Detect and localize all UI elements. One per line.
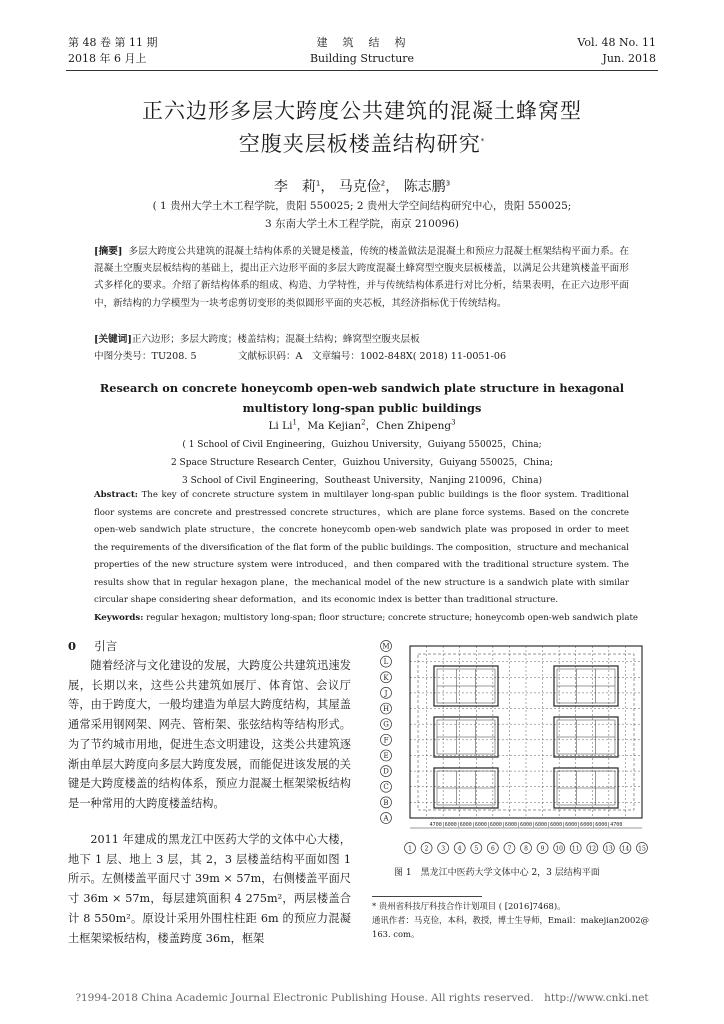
dimension-text: 4700|6000|6000|6000|6000|6000|6000|6000|6000|6000|6000|6000|4700 — [429, 822, 623, 828]
row-axis-label: L — [383, 658, 389, 667]
footnote-funding: * 贵州省科技厅科技合作计划项目 ( [2016]7468)。 — [372, 901, 566, 911]
col-axis-label: 5 — [474, 845, 479, 853]
affiliation-cn-line2: 3 东南大学土木工程学院，南京 210096) — [264, 218, 460, 230]
col-axis-label: 10 — [555, 845, 563, 853]
abstract-cn: [摘要] 多层大跨度公共建筑的混凝土结构体系的关键是楼盖，传统的楼盖做法是混凝土和预应力混凝土框架结构平面力系。在混凝土空腹夹层板结构的基础上，提出正六边形平面的多层大跨度混凝土蜂窝型空腹夹层板楼盖，以满足公共建筑楼盖平面形式多样化的要求。介绍了新结构体系的组成、构造、力学特性，并与传统结构体系进行对比分析，结果表明，在正六边形平面中，新结构的力学模型为一块考虑剪切变形的类似圆形平面的夹芯板，其经济指标优于传统结构。 — [94, 246, 629, 309]
col-axis-label: 1 — [408, 845, 412, 853]
row-axis-label: D — [383, 767, 389, 776]
header-rule — [66, 70, 658, 71]
paper-title-line1: 正六边形多层大跨度公共建筑的混凝土蜂窝型 — [142, 99, 582, 123]
col-axis-label: 12 — [588, 845, 597, 853]
col-axis-label: 8 — [524, 845, 528, 853]
journal-volume-en: Vol. 48 No. 11 — [577, 36, 656, 49]
col-axis-label: 6 — [490, 845, 495, 853]
col-axis-label: 3 — [441, 845, 446, 853]
journal-name-en: Building Structure — [309, 52, 415, 65]
row-axis-label: F — [383, 736, 389, 745]
row-axis-label: M — [382, 642, 390, 651]
footnote-corresponding-author: 通讯作者：马克俭，本科，教授，博士生导师，Email：makejian2002@ — [372, 915, 649, 925]
row-axis-label: A — [383, 814, 389, 823]
affiliation-en-line3: 3 School of Civil Engineering，Southeast University，Nanjing 210096，China) — [182, 476, 542, 486]
authors-cn: 李 莉$^1$， 马克俭$^2$， 陈志鹏$^3$ — [273, 179, 451, 195]
affiliation-cn-line1: ( 1 贵州大学土木工程学院，贵阳 550025; 2 贵州大学空间结构研究中心，贵阳 550025; — [152, 200, 572, 212]
paper-title-en-line2: multistory long-span public buildings — [242, 401, 482, 415]
footnote-email-tail: 163. com。 — [372, 929, 420, 939]
document-code: 文献标识码：A — [238, 351, 303, 362]
affiliation-en-line1: ( 1 School of Civil Engineering，Guizhou University，Guiyang 550025，China; — [182, 440, 542, 450]
abstract-en: Abstract: The key of concrete structure system in multilayer long-span public buildings is the floor system. Traditional floor systems are concrete and prestressed concrete structures，which are plane force systems. Based on the concrete open-web sandwich plate structure，the concrete honeycomb open-web sandwich plate was proposed in order to meet the requirements of the diversification of the flat form of the public buildings. The composition，structure and mechanical properties of the new structure system were introduced，and then compared with the traditional structure system. The results show that in regular hexagon plane，the mechanical model of the new structure is a sandwich plate with similar circular shape considering shear deformation，and its economic index is better than traditional structure. — [94, 490, 629, 605]
journal-volume: 第 48 卷 第 11 期 — [68, 36, 158, 49]
row-axis-label: J — [384, 689, 388, 698]
structural-plan-figure — [372, 636, 662, 864]
paper-title-en-line1: Research on concrete honeycomb open-web sandwich plate structure in hexagonal — [99, 381, 625, 395]
journal-date-en: Jun. 2018 — [602, 52, 656, 65]
authors-en: Li Li$^1$，Ma Kejian$^2$，Chen Zhipeng$^3$ — [268, 418, 456, 432]
col-axis-label: 4 — [457, 845, 462, 853]
affiliation-en-line2: 2 Space Structure Research Center，Guizhou University，Guiyang 550025，China; — [170, 458, 554, 468]
row-axis-label: E — [383, 751, 389, 760]
intro-paragraph-1: 随着经济与文化建设的发展，大跨度公共建筑迅速发展，长期以来，这些公共建筑如展厅、体育馆、会议厅等，由于跨度大，一般均建造为单层大跨度结构，其屋盖通常采用钢网架、网壳、管桁架、张弦结构等结构形式。为了节约城市用地，促进生态文明建设，这类公共建筑逐渐由单层大跨度向多层大跨度发展，而能促进该发展的关键是大跨度楼盖的结构体系，预应力混凝土框架梁板结构是一种常用的大跨度楼盖结构。 — [68, 659, 351, 810]
col-axis-label: 14 — [621, 845, 630, 853]
intro-paragraph-2: 2011 年建成的黑龙江中医药大学的文体中心大楼，地下 1 层、地上 3 层，其 2，3 层楼盖结构平面如图 1 所示。左侧楼盖平面尺寸 39m × 57m，右侧楼盖平面尺寸 36m × 57m，每层建筑面积 4 275m²，两层楼盖合计 8 550m²。原设计采用外围柱柱距 6m 的预应力混凝土框架梁板结构，楼盖跨度 36m，框架 — [68, 833, 351, 945]
col-axis-label: 7 — [507, 845, 512, 853]
footnote-rule — [372, 896, 482, 897]
row-axis-label: B — [383, 798, 389, 807]
paper-title-line2: 空腹夹层板楼盖结构研究* — [238, 132, 486, 156]
row-axis-label: H — [382, 705, 390, 714]
col-axis-label: 9 — [540, 845, 545, 853]
figure-caption: 图 1 黑龙江中医药大学文体中心 2，3 层结构平面 — [394, 868, 600, 878]
col-axis-label: 11 — [571, 845, 580, 853]
col-axis-label: 2 — [424, 845, 429, 853]
col-axis-label: 13 — [605, 845, 613, 853]
journal-name-cn: 建 筑 结 构 — [316, 36, 408, 49]
keywords-cn: [关键词]正六边形；多层大跨度；楼盖结构；混凝土结构；蜂窝型空腹夹层板 — [94, 334, 420, 345]
keywords-en: Keywords: regular hexagon; multistory long-span; floor structure; concrete structure; honeycomb open-web sandwich plate — [94, 613, 639, 623]
journal-date: 2018 年 6 月上 — [68, 52, 147, 65]
row-axis-label: K — [383, 673, 389, 682]
article-number: 文章编号：1002-848X( 2018) 11-0051-06 — [312, 351, 507, 362]
section-heading: 0 引言 — [68, 639, 118, 653]
title-footnote-mark: * — [480, 137, 486, 145]
col-axis-label: 15 — [638, 845, 646, 853]
row-axis-label: G — [383, 720, 389, 729]
clc-number: 中图分类号：TU208. 5 — [94, 351, 197, 362]
row-axis-label: C — [383, 783, 389, 792]
copyright-notice: ?1994-2018 China Academic Journal Electronic Publishing House. All rights reserved. http://www.cnki.net — [75, 992, 649, 1004]
